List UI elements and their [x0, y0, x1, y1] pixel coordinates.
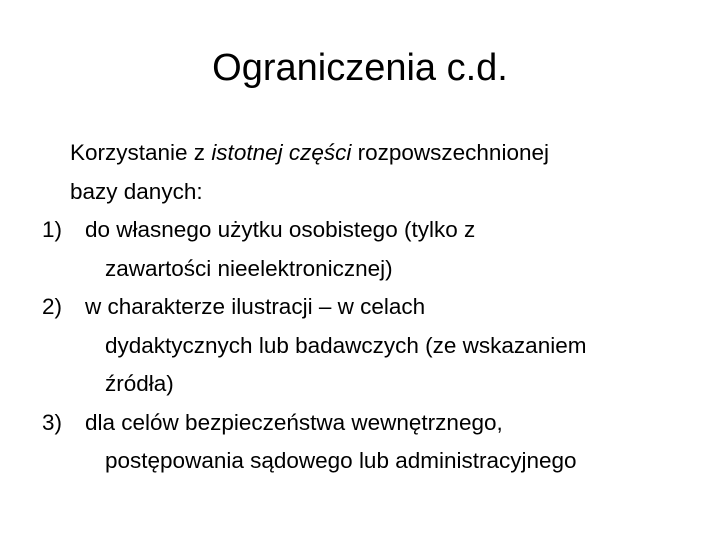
list-item-text: w charakterze ilustracji – w celach [85, 294, 426, 319]
list-item-text: postępowania sądowego lub administracyjnego [105, 448, 577, 473]
intro-italic-phrase: istotnej części [211, 140, 352, 165]
slide-body [30, 134, 690, 481]
list-item-number: 1) [42, 217, 63, 242]
list-item-2 [30, 288, 690, 404]
list-item-text: dla celów bezpieczeństwa wewnętrznego, [85, 409, 503, 435]
list-item-3 [30, 404, 690, 481]
list-item-number: 2) [42, 294, 63, 319]
list-item-text: do własnego użytku osobistego (tylko z [85, 217, 476, 242]
list-item-number: 3) [42, 409, 63, 435]
numbered-list [30, 211, 690, 481]
list-item-1 [30, 211, 690, 288]
list-item-text: zawartości nieelektronicznej) [105, 255, 393, 281]
intro-line-2: bazy danych: [70, 178, 203, 204]
list-item-text: źródła) [105, 371, 174, 396]
intro-text-end: rozpowszechnionej [351, 140, 549, 165]
list-item-text: dydaktycznych lub badawczych (ze wskazaniem [105, 332, 587, 358]
slide-title: Ograniczenia c.d. [212, 47, 508, 89]
intro-text-start: Korzystanie z [70, 140, 212, 165]
intro-paragraph [30, 134, 690, 211]
